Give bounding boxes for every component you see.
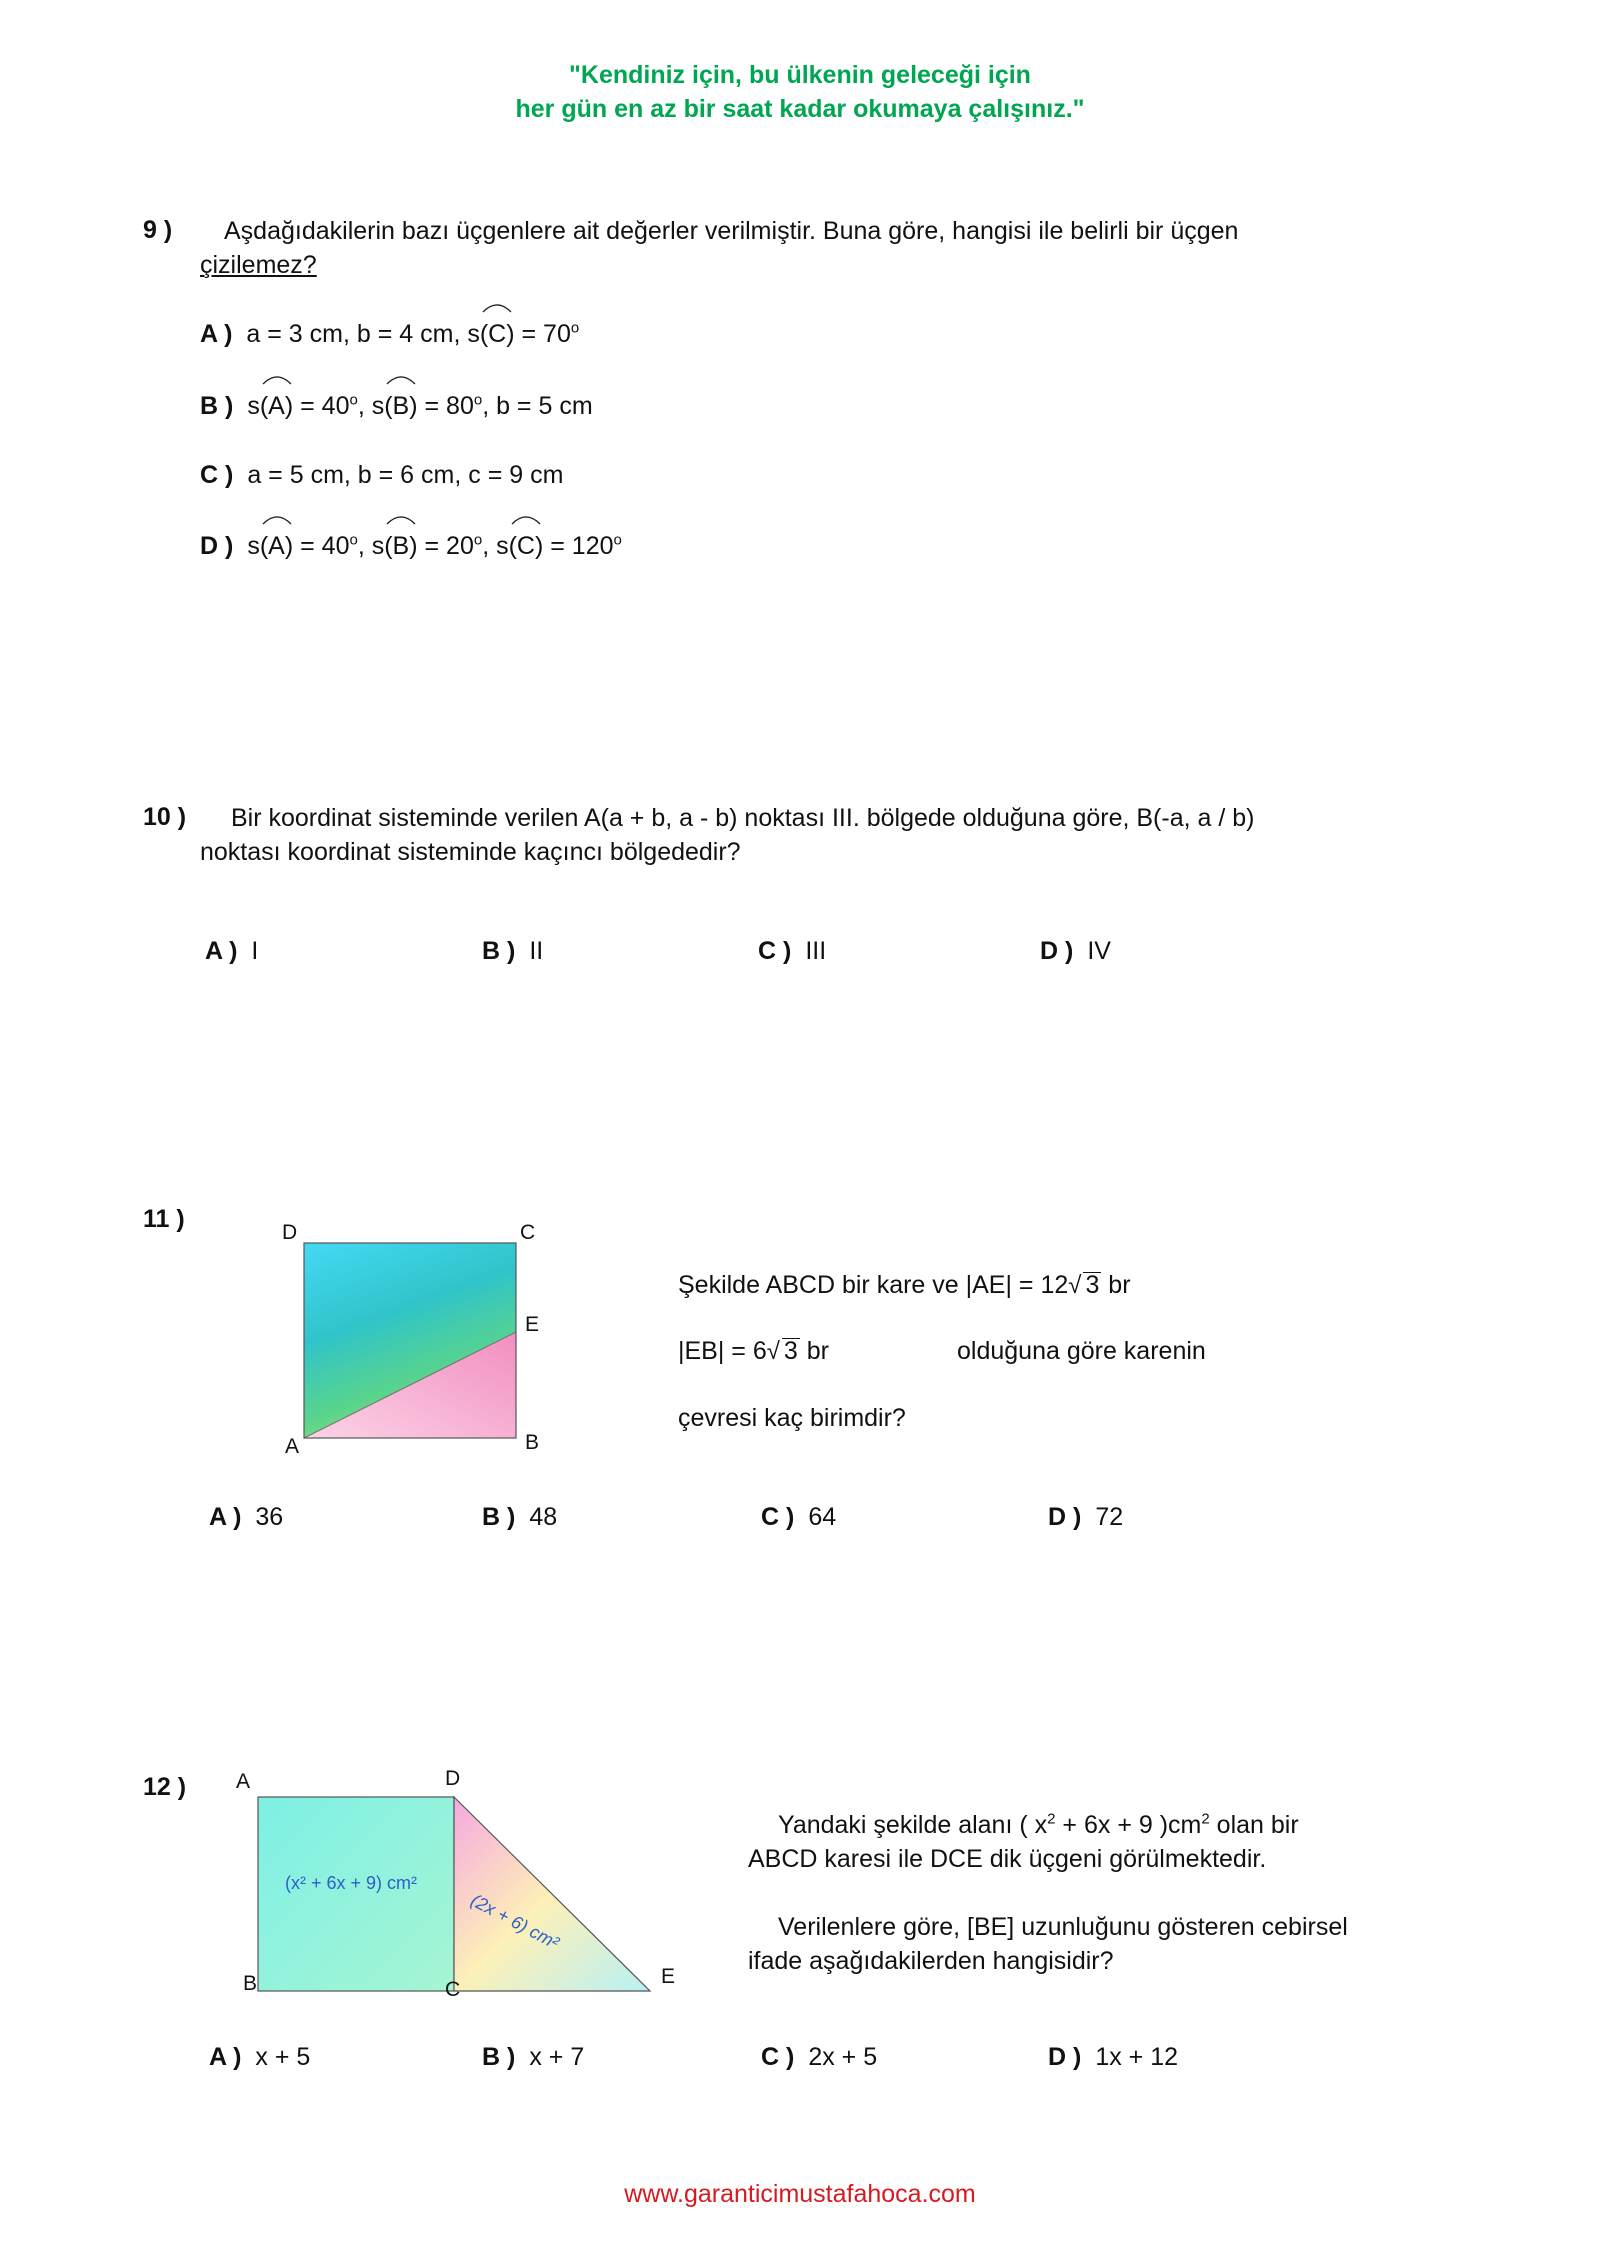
question-10-option-a[interactable] [205, 937, 258, 966]
angle-c: C [517, 532, 535, 561]
option-value: I [251, 937, 259, 965]
option-text: s( [247, 392, 269, 420]
option-label: C ) [758, 937, 792, 965]
vertex-label-b: B [243, 1972, 258, 1995]
option-text: ) = 20 [409, 532, 474, 560]
question-11-text-line-3: çevresi kaç birimdir? [678, 1404, 906, 1432]
footer-website-link[interactable]: www.garanticimustafahoca.com [624, 2180, 976, 2208]
question-9-number: 9 ) [143, 216, 173, 244]
square-area-label: (x² + 6x + 9) cm² [285, 1873, 418, 1893]
vertex-label-e: E [661, 1965, 676, 1988]
question-9-text-line-2: çizilemez? [200, 251, 317, 279]
option-label: B ) [482, 1503, 516, 1531]
option-label: D ) [1048, 1503, 1082, 1531]
option-text: , s( [482, 532, 517, 560]
option-value: II [529, 937, 544, 965]
option-value: IV [1087, 937, 1111, 965]
option-value: 36 [255, 1503, 284, 1531]
option-label: C ) [200, 461, 234, 489]
angle-arc-icon [385, 512, 417, 526]
option-value: x + 7 [529, 2043, 585, 2071]
question-11-figure [280, 1221, 540, 1470]
question-10-text-line-2: noktası koordinat sisteminde kaçıncı bölgededir? [200, 838, 741, 866]
option-text: , s( [357, 532, 393, 560]
option-label: A ) [205, 937, 238, 965]
question-10-option-b[interactable] [482, 937, 543, 966]
question-9-option-c[interactable] [200, 461, 563, 490]
angle-arc-icon [385, 372, 417, 386]
angle-arc-icon [481, 300, 513, 314]
sqrt-radicand: 3 [783, 1337, 798, 1365]
question-10-option-c[interactable] [758, 937, 826, 966]
question-11-option-d[interactable] [1048, 1503, 1123, 1532]
degree-sign: o [349, 531, 358, 549]
vertex-label-d: D [282, 1221, 298, 1244]
square-with-triangle-figure [280, 1225, 540, 1470]
header-line-2: her gün en az bir saat kadar okumaya çalışınız." [515, 95, 1085, 123]
degree-sign: o [473, 391, 483, 409]
question-11-text-line-2: |EB| = 6√ 3 br [678, 1337, 830, 1365]
question-10-option-d[interactable] [1040, 937, 1111, 966]
option-value: x + 5 [255, 2043, 311, 2071]
angle-a: A [268, 532, 285, 561]
option-label: D ) [200, 532, 234, 560]
question-11-option-b[interactable] [482, 1503, 557, 1532]
question-9-option-b[interactable] [200, 392, 593, 421]
option-text: ) = 70 [506, 320, 571, 348]
option-label: B ) [482, 2043, 516, 2071]
question-9-option-a[interactable] [200, 320, 579, 349]
question-12-option-b[interactable] [482, 2043, 584, 2072]
option-label: B ) [200, 392, 234, 420]
angle-arc-icon [261, 372, 293, 386]
question-11-text-line-2b: olduğuna göre karenin [957, 1337, 1206, 1365]
question-11-option-a[interactable] [209, 1503, 283, 1532]
question-11-option-c[interactable] [761, 1503, 836, 1532]
vertex-label-b: B [525, 1431, 540, 1454]
question-12-text-line-3: Verilenlere göre, [BE] uzunluğunu gösteren cebirsel [778, 1913, 1348, 1941]
question-10-text-line-1: Bir koordinat sisteminde verilen A(a + b, a - b) noktası III. bölgede olduğuna göre, B(-a, a / b) [231, 804, 1255, 832]
question-12-text-line-2: ABCD karesi ile DCE dik üçgeni görülmektedir. [748, 1845, 1267, 1873]
vertex-label-a: A [236, 1770, 251, 1793]
option-label: C ) [761, 1503, 795, 1531]
option-value: 2x + 5 [808, 2043, 878, 2071]
degree-sign: o [473, 531, 483, 549]
question-11-number: 11 ) [143, 1205, 185, 1233]
option-text: a = 5 cm, b = 6 cm, c = 9 cm [247, 461, 564, 489]
option-text: , b = 5 cm [482, 392, 593, 420]
angle-c: C [488, 320, 506, 349]
option-text: s( [247, 532, 269, 560]
vertex-label-e: E [525, 1313, 540, 1336]
question-11-text-line-1: Şekilde ABCD bir kare ve |AE| = 12√ 3 br [678, 1271, 1131, 1299]
option-text: ) = 120 [534, 532, 614, 560]
option-value: 1x + 12 [1095, 2043, 1179, 2071]
option-label: C ) [761, 2043, 795, 2071]
angle-b: B [393, 392, 410, 421]
vertex-label-a: A [285, 1435, 300, 1458]
option-value: 48 [529, 1503, 558, 1531]
triangle-area-label: (2x + 6) cm² [467, 1890, 563, 1953]
question-12-number: 12 ) [143, 1773, 187, 1801]
option-value: 72 [1095, 1503, 1124, 1531]
option-label: B ) [482, 937, 516, 965]
angle-arc-icon [261, 512, 293, 526]
option-text: ) = 40 [284, 532, 350, 560]
option-label: A ) [209, 1503, 242, 1531]
option-value: III [805, 937, 827, 965]
question-12-option-c[interactable] [761, 2043, 877, 2072]
option-label: A ) [200, 320, 233, 348]
degree-sign: o [570, 319, 580, 337]
option-text: ) = 80 [409, 392, 474, 420]
option-label: A ) [209, 2043, 242, 2071]
question-12-option-d[interactable] [1048, 2043, 1178, 2072]
vertex-label-c: C [445, 1978, 461, 2001]
page-header-quote [0, 58, 1600, 126]
vertex-label-c: C [520, 1221, 536, 1244]
option-text: a = 3 cm, b = 4 cm, s( [246, 320, 489, 348]
sqrt-radicand: 3 [1085, 1271, 1100, 1299]
option-text: , s( [357, 392, 393, 420]
angle-a: A [268, 392, 285, 421]
angle-b: B [393, 532, 410, 561]
question-12-option-a[interactable] [209, 2043, 310, 2072]
question-9-text-line-1: Aşdağıdakilerin bazı üçgenlere ait değerler verilmiştir. Buna göre, hangisi ile belirli bir üçgen [224, 217, 1239, 245]
header-line-1: "Kendiniz için, bu ülkenin geleceği için [569, 61, 1031, 89]
option-text: ) = 40 [284, 392, 350, 420]
degree-sign: o [613, 531, 622, 549]
question-12-figure [230, 1765, 690, 2005]
question-12-text-line-4: ifade aşağıdakilerden hangisidir? [748, 1947, 1114, 1975]
option-label: D ) [1048, 2043, 1082, 2071]
option-label: D ) [1040, 937, 1074, 965]
degree-sign: o [349, 391, 358, 409]
option-value: 64 [808, 1503, 837, 1531]
vertex-label-d: D [445, 1767, 461, 1790]
question-12-text-line-1: Yandaki şekilde alanı ( $x^2 + 6x + 9$ )$cm^2$ olan bir [778, 1810, 1299, 1839]
angle-arc-icon [510, 512, 542, 526]
question-10-number: 10 ) [143, 803, 187, 831]
question-9-option-d[interactable] [200, 532, 622, 561]
